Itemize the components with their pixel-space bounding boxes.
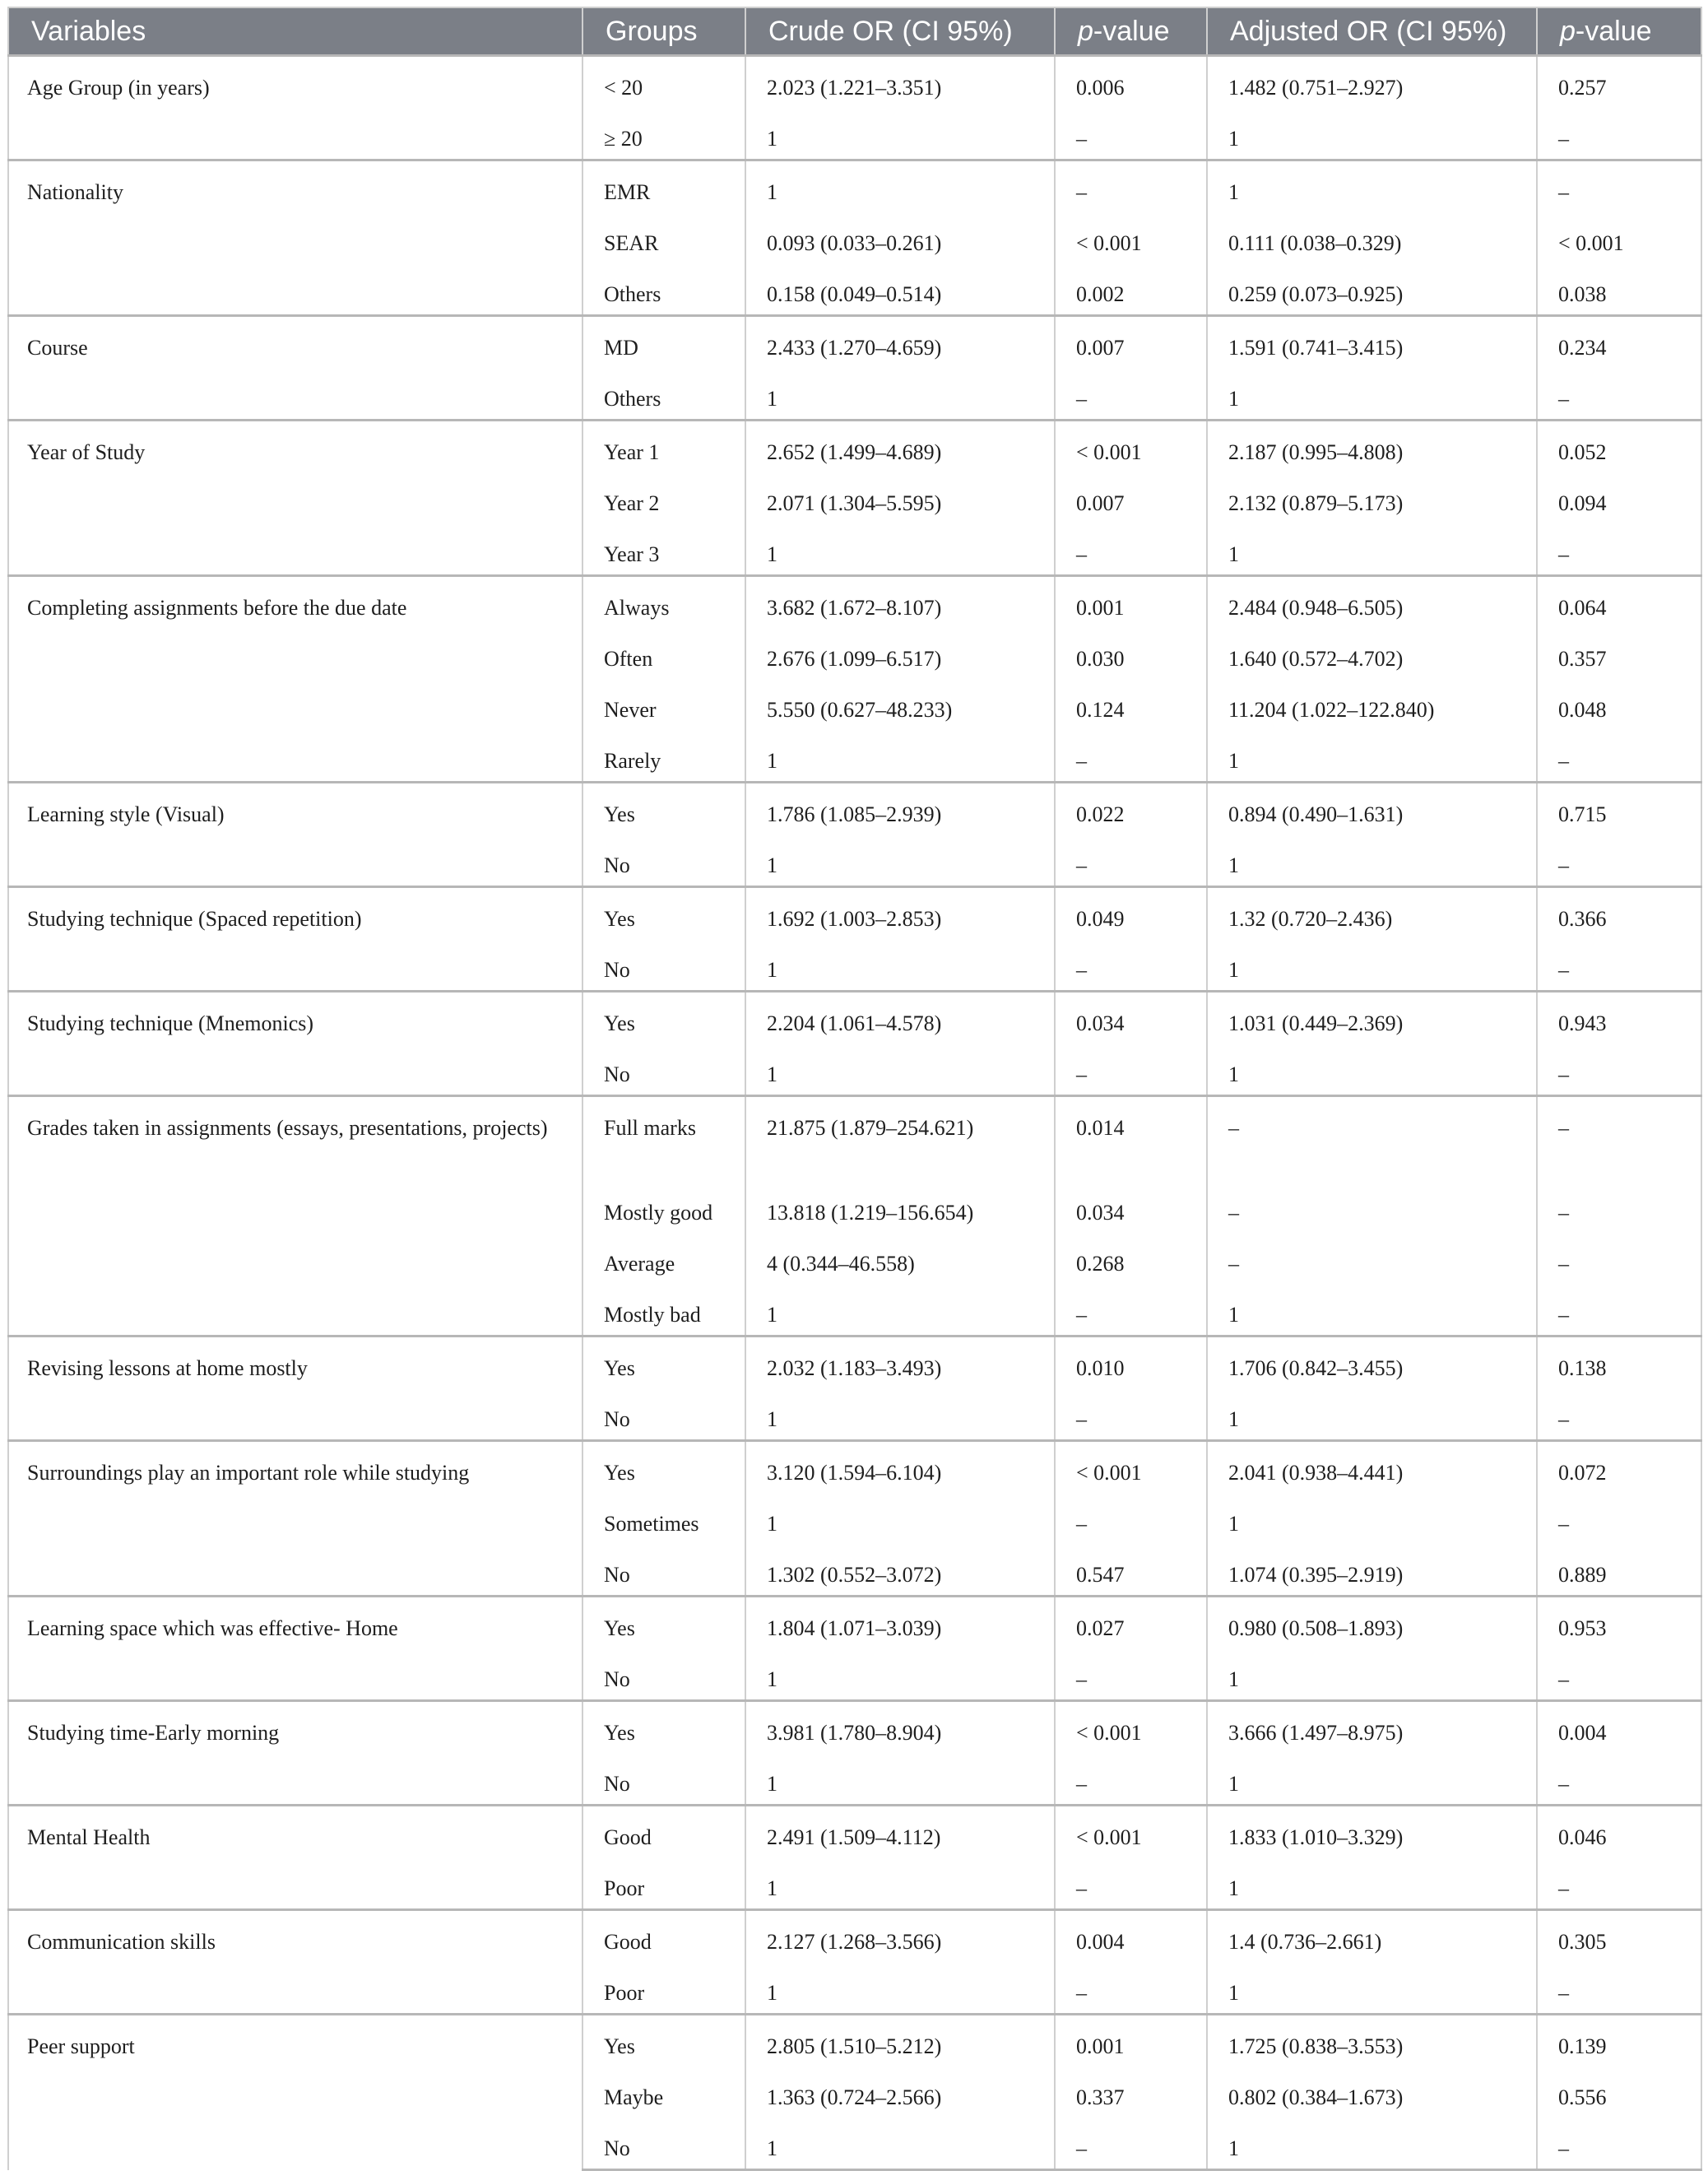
crude-or-cell: 1.302 (0.552–3.072) [745,1544,1055,1597]
adjusted-or-cell: 1.031 (0.449–2.369) [1207,992,1537,1044]
crude-p-value-cell: – [1055,1044,1207,1096]
table-row [8,992,1701,1044]
adjusted-or-cell: – [1207,1233,1537,1284]
crude-or-cell: 1 [745,108,1055,160]
group-cell: Mostly good [582,1182,745,1233]
crude-p-value-cell: < 0.001 [1055,1806,1207,1858]
adjusted-p-value-cell: – [1537,1284,1701,1337]
crude-or-cell: 3.120 (1.594–6.104) [745,1441,1055,1494]
table-row [8,316,1701,369]
group-cell: No [582,834,745,887]
crude-p-value-cell: 0.337 [1055,2066,1207,2118]
group-cell: Rarely [582,730,745,783]
adjusted-p-value-cell: 0.094 [1537,472,1701,523]
adjusted-or-cell: 1 [1207,1388,1537,1441]
table-row [8,1441,1701,1494]
header-row [8,7,1701,56]
crude-or-cell: 1 [745,160,1055,213]
crude-p-value-cell: 0.034 [1055,992,1207,1044]
odds-ratio-table [7,7,1702,2171]
adjusted-or-cell: 1 [1207,1648,1537,1701]
group-cell: Others [582,368,745,421]
group-cell: No [582,1753,745,1806]
group-cell: Average [582,1233,745,1284]
crude-or-cell: 1 [745,1493,1055,1544]
crude-or-cell: 1 [745,1857,1055,1910]
adjusted-or-cell: 1 [1207,1493,1537,1544]
crude-p-value-cell: 0.001 [1055,576,1207,629]
crude-p-value-cell: 0.001 [1055,2015,1207,2067]
crude-p-value-cell: 0.014 [1055,1096,1207,1183]
adjusted-p-value-cell: 0.943 [1537,992,1701,1044]
crude-p-value-cell: – [1055,368,1207,421]
crude-or-cell: 2.204 (1.061–4.578) [745,992,1055,1044]
adjusted-p-value-cell: < 0.001 [1537,212,1701,263]
group-cell: Yes [582,783,745,835]
crude-or-cell: 1 [745,939,1055,992]
header-adjusted-p-value: p-value [1537,7,1701,56]
variable-cell: Studying time-Early morning [8,1701,582,1806]
table-row [8,160,1701,213]
adjusted-or-cell: 1 [1207,1753,1537,1806]
header-variables: Variables [8,7,582,56]
crude-or-cell: 1 [745,2118,1055,2170]
group-cell: ≥ 20 [582,108,745,160]
adjusted-or-cell: – [1207,1096,1537,1183]
crude-p-value-cell: 0.002 [1055,263,1207,316]
variable-cell: Completing assignments before the due date [8,576,582,783]
table-row [8,1806,1701,1858]
p-italic: p [1078,15,1093,47]
adjusted-or-cell: 1 [1207,523,1537,576]
crude-p-value-cell: 0.004 [1055,1910,1207,1963]
adjusted-or-cell: 1 [1207,108,1537,160]
header-crude-or: Crude OR (CI 95%) [745,7,1055,56]
table-row [8,887,1701,940]
group-cell: Yes [582,1337,745,1389]
adjusted-p-value-cell: 0.234 [1537,316,1701,369]
group-cell: Year 2 [582,472,745,523]
adjusted-or-cell: 1 [1207,2118,1537,2170]
crude-p-value-cell: 0.010 [1055,1337,1207,1389]
group-cell: Poor [582,1857,745,1910]
variable-cell: Learning style (Visual) [8,783,582,887]
crude-p-value-cell: – [1055,1648,1207,1701]
crude-p-value-cell: 0.007 [1055,472,1207,523]
crude-p-value-cell: – [1055,1753,1207,1806]
adjusted-or-cell: 1.482 (0.751–2.927) [1207,56,1537,109]
group-cell: No [582,1388,745,1441]
adjusted-or-cell: 1.4 (0.736–2.661) [1207,1910,1537,1963]
adjusted-p-value-cell: – [1537,1388,1701,1441]
variable-cell: Grades taken in assignments (essays, presentations, projects) [8,1096,582,1337]
group-cell: Year 3 [582,523,745,576]
adjusted-p-value-cell: – [1537,1648,1701,1701]
crude-p-value-cell: 0.007 [1055,316,1207,369]
group-cell: No [582,939,745,992]
crude-or-cell: 1 [745,1962,1055,2015]
group-cell: No [582,1044,745,1096]
adjusted-p-value-cell: 0.889 [1537,1544,1701,1597]
group-cell: Year 1 [582,421,745,473]
crude-p-value-cell: – [1055,108,1207,160]
crude-p-value-cell: 0.124 [1055,679,1207,730]
crude-or-cell: 2.023 (1.221–3.351) [745,56,1055,109]
adjusted-or-cell: 1.833 (1.010–3.329) [1207,1806,1537,1858]
variable-cell: Studying technique (Mnemonics) [8,992,582,1096]
adjusted-p-value-cell: 0.048 [1537,679,1701,730]
adjusted-p-value-cell: – [1537,1857,1701,1910]
adjusted-or-cell: 3.666 (1.497–8.975) [1207,1701,1537,1754]
crude-p-value-cell: – [1055,1284,1207,1337]
adjusted-or-cell: 0.894 (0.490–1.631) [1207,783,1537,835]
table-row [8,1597,1701,1649]
adjusted-or-cell: 1.706 (0.842–3.455) [1207,1337,1537,1389]
group-cell: Good [582,1910,745,1963]
crude-or-cell: 2.433 (1.270–4.659) [745,316,1055,369]
adjusted-or-cell: 1 [1207,834,1537,887]
group-cell: EMR [582,160,745,213]
crude-or-cell: 1 [745,368,1055,421]
group-cell: Yes [582,1441,745,1494]
adjusted-p-value-cell: – [1537,1182,1701,1233]
crude-p-value-cell: – [1055,1857,1207,1910]
crude-or-cell: 1 [745,834,1055,887]
group-cell: Maybe [582,2066,745,2118]
adjusted-p-value-cell: 0.138 [1537,1337,1701,1389]
adjusted-p-value-cell: 0.004 [1537,1701,1701,1754]
crude-p-value-cell: – [1055,2118,1207,2170]
crude-or-cell: 2.805 (1.510–5.212) [745,2015,1055,2067]
adjusted-p-value-cell: 0.556 [1537,2066,1701,2118]
crude-or-cell: 1 [745,1044,1055,1096]
adjusted-p-value-cell: 0.064 [1537,576,1701,629]
crude-or-cell: 1 [745,1648,1055,1701]
adjusted-p-value-cell: – [1537,1753,1701,1806]
variable-cell: Revising lessons at home mostly [8,1337,582,1441]
adjusted-p-value-cell: 0.046 [1537,1806,1701,1858]
group-cell: Good [582,1806,745,1858]
variable-cell: Course [8,316,582,421]
group-cell: Mostly bad [582,1284,745,1337]
table-row [8,1910,1701,1963]
adjusted-p-value-cell: 0.366 [1537,887,1701,940]
crude-p-value-cell: 0.049 [1055,887,1207,940]
adjusted-or-cell: 1 [1207,730,1537,783]
crude-p-value-cell: < 0.001 [1055,212,1207,263]
adjusted-or-cell: 1.725 (0.838–3.553) [1207,2015,1537,2067]
adjusted-or-cell: 1.640 (0.572–4.702) [1207,628,1537,679]
variable-cell: Nationality [8,160,582,316]
group-cell: Others [582,263,745,316]
group-cell: Never [582,679,745,730]
table-row [8,576,1701,629]
crude-or-cell: 3.981 (1.780–8.904) [745,1701,1055,1754]
adjusted-or-cell: 1.32 (0.720–2.436) [1207,887,1537,940]
crude-p-value-cell: 0.034 [1055,1182,1207,1233]
table-row [8,1337,1701,1389]
group-cell: No [582,1648,745,1701]
crude-p-value-cell: – [1055,523,1207,576]
crude-or-cell: 2.071 (1.304–5.595) [745,472,1055,523]
adjusted-p-value-cell: – [1537,834,1701,887]
adjusted-or-cell: 1 [1207,1962,1537,2015]
crude-or-cell: 4 (0.344–46.558) [745,1233,1055,1284]
variable-cell: Learning space which was effective- Home [8,1597,582,1701]
adjusted-p-value-cell: – [1537,368,1701,421]
variable-cell: Communication skills [8,1910,582,2015]
group-cell: Yes [582,2015,745,2067]
adjusted-or-cell: 2.041 (0.938–4.441) [1207,1441,1537,1494]
group-cell: Yes [582,1597,745,1649]
adjusted-p-value-cell: – [1537,160,1701,213]
crude-or-cell: 1 [745,1753,1055,1806]
adjusted-p-value-cell: – [1537,1044,1701,1096]
variable-cell: Mental Health [8,1806,582,1910]
crude-or-cell: 21.875 (1.879–254.621) [745,1096,1055,1183]
crude-or-cell: 2.491 (1.509–4.112) [745,1806,1055,1858]
adjusted-or-cell: 1 [1207,939,1537,992]
crude-p-value-cell: 0.027 [1055,1597,1207,1649]
table-row [8,421,1701,473]
crude-or-cell: 3.682 (1.672–8.107) [745,576,1055,629]
adjusted-or-cell: 0.980 (0.508–1.893) [1207,1597,1537,1649]
table-row [8,1701,1701,1754]
adjusted-or-cell: 1 [1207,1044,1537,1096]
crude-p-value-cell: < 0.001 [1055,421,1207,473]
adjusted-or-cell: 11.204 (1.022–122.840) [1207,679,1537,730]
crude-p-value-cell: – [1055,1388,1207,1441]
variable-cell: Year of Study [8,421,582,576]
adjusted-p-value-cell: 0.305 [1537,1910,1701,1963]
adjusted-p-value-cell: – [1537,1493,1701,1544]
adjusted-p-value-cell: – [1537,523,1701,576]
table-body [8,56,1701,2170]
adjusted-p-value-cell: 0.715 [1537,783,1701,835]
crude-or-cell: 1 [745,1388,1055,1441]
group-cell: Always [582,576,745,629]
table-row [8,56,1701,109]
odds-ratio-table-container [7,7,1701,2171]
crude-p-value-cell: – [1055,834,1207,887]
table-row [8,783,1701,835]
crude-p-value-cell: 0.030 [1055,628,1207,679]
crude-p-value-cell: – [1055,1493,1207,1544]
adjusted-or-cell: 2.484 (0.948–6.505) [1207,576,1537,629]
variable-cell: Peer support [8,2015,582,2170]
adjusted-or-cell: 2.187 (0.995–4.808) [1207,421,1537,473]
group-cell: MD [582,316,745,369]
crude-p-value-cell: – [1055,160,1207,213]
table-row [8,1096,1701,1183]
group-cell: < 20 [582,56,745,109]
adjusted-p-value-cell: – [1537,1962,1701,2015]
crude-or-cell: 13.818 (1.219–156.654) [745,1182,1055,1233]
group-cell: Yes [582,992,745,1044]
crude-p-value-cell: 0.268 [1055,1233,1207,1284]
group-cell: Sometimes [582,1493,745,1544]
table-row [8,2015,1701,2067]
crude-p-value-cell: – [1055,730,1207,783]
adjusted-or-cell: 1 [1207,160,1537,213]
adjusted-p-value-cell: – [1537,939,1701,992]
adjusted-p-value-cell: – [1537,730,1701,783]
group-cell: No [582,1544,745,1597]
adjusted-p-value-cell: 0.357 [1537,628,1701,679]
adjusted-p-value-cell: 0.072 [1537,1441,1701,1494]
adjusted-or-cell: 1 [1207,1857,1537,1910]
header-adjusted-or: Adjusted OR (CI 95%) [1207,7,1537,56]
crude-or-cell: 5.550 (0.627–48.233) [745,679,1055,730]
crude-or-cell: 1.363 (0.724–2.566) [745,2066,1055,2118]
crude-p-value-cell: – [1055,1962,1207,2015]
adjusted-or-cell: 1 [1207,368,1537,421]
crude-p-value-cell: < 0.001 [1055,1701,1207,1754]
group-cell: Yes [582,1701,745,1754]
variable-cell: Studying technique (Spaced repetition) [8,887,582,992]
crude-p-value-cell: < 0.001 [1055,1441,1207,1494]
crude-or-cell: 2.127 (1.268–3.566) [745,1910,1055,1963]
crude-or-cell: 1 [745,1284,1055,1337]
adjusted-or-cell: 0.111 (0.038–0.329) [1207,212,1537,263]
adjusted-p-value-cell: 0.139 [1537,2015,1701,2067]
crude-or-cell: 2.032 (1.183–3.493) [745,1337,1055,1389]
adjusted-p-value-cell: – [1537,1096,1701,1183]
adjusted-or-cell: 1 [1207,1284,1537,1337]
adjusted-p-value-cell: 0.953 [1537,1597,1701,1649]
crude-p-value-cell: 0.022 [1055,783,1207,835]
adjusted-or-cell: 1.074 (0.395–2.919) [1207,1544,1537,1597]
adjusted-or-cell: 0.259 (0.073–0.925) [1207,263,1537,316]
header-groups: Groups [582,7,745,56]
group-cell: No [582,2118,745,2170]
group-cell: Poor [582,1962,745,2015]
group-cell: Full marks [582,1096,745,1183]
crude-p-value-cell: 0.547 [1055,1544,1207,1597]
crude-p-value-cell: 0.006 [1055,56,1207,109]
group-cell: Yes [582,887,745,940]
crude-or-cell: 1.692 (1.003–2.853) [745,887,1055,940]
group-cell: Often [582,628,745,679]
adjusted-or-cell: 2.132 (0.879–5.173) [1207,472,1537,523]
crude-or-cell: 2.676 (1.099–6.517) [745,628,1055,679]
crude-p-value-cell: – [1055,939,1207,992]
adjusted-p-value-cell: 0.038 [1537,263,1701,316]
crude-or-cell: 0.158 (0.049–0.514) [745,263,1055,316]
adjusted-p-value-cell: – [1537,2118,1701,2170]
adjusted-or-cell: 1.591 (0.741–3.415) [1207,316,1537,369]
adjusted-p-value-cell: 0.257 [1537,56,1701,109]
variable-cell: Surroundings play an important role while studying [8,1441,582,1597]
crude-or-cell: 1.804 (1.071–3.039) [745,1597,1055,1649]
p-italic: p [1560,15,1576,47]
crude-or-cell: 2.652 (1.499–4.689) [745,421,1055,473]
group-cell: SEAR [582,212,745,263]
adjusted-or-cell: 0.802 (0.384–1.673) [1207,2066,1537,2118]
variable-cell: Age Group (in years) [8,56,582,160]
crude-or-cell: 1.786 (1.085–2.939) [745,783,1055,835]
crude-or-cell: 0.093 (0.033–0.261) [745,212,1055,263]
crude-or-cell: 1 [745,523,1055,576]
adjusted-p-value-cell: – [1537,1233,1701,1284]
adjusted-p-value-cell: – [1537,108,1701,160]
adjusted-p-value-cell: 0.052 [1537,421,1701,473]
adjusted-or-cell: – [1207,1182,1537,1233]
header-crude-p-value: p-value [1055,7,1207,56]
crude-or-cell: 1 [745,730,1055,783]
